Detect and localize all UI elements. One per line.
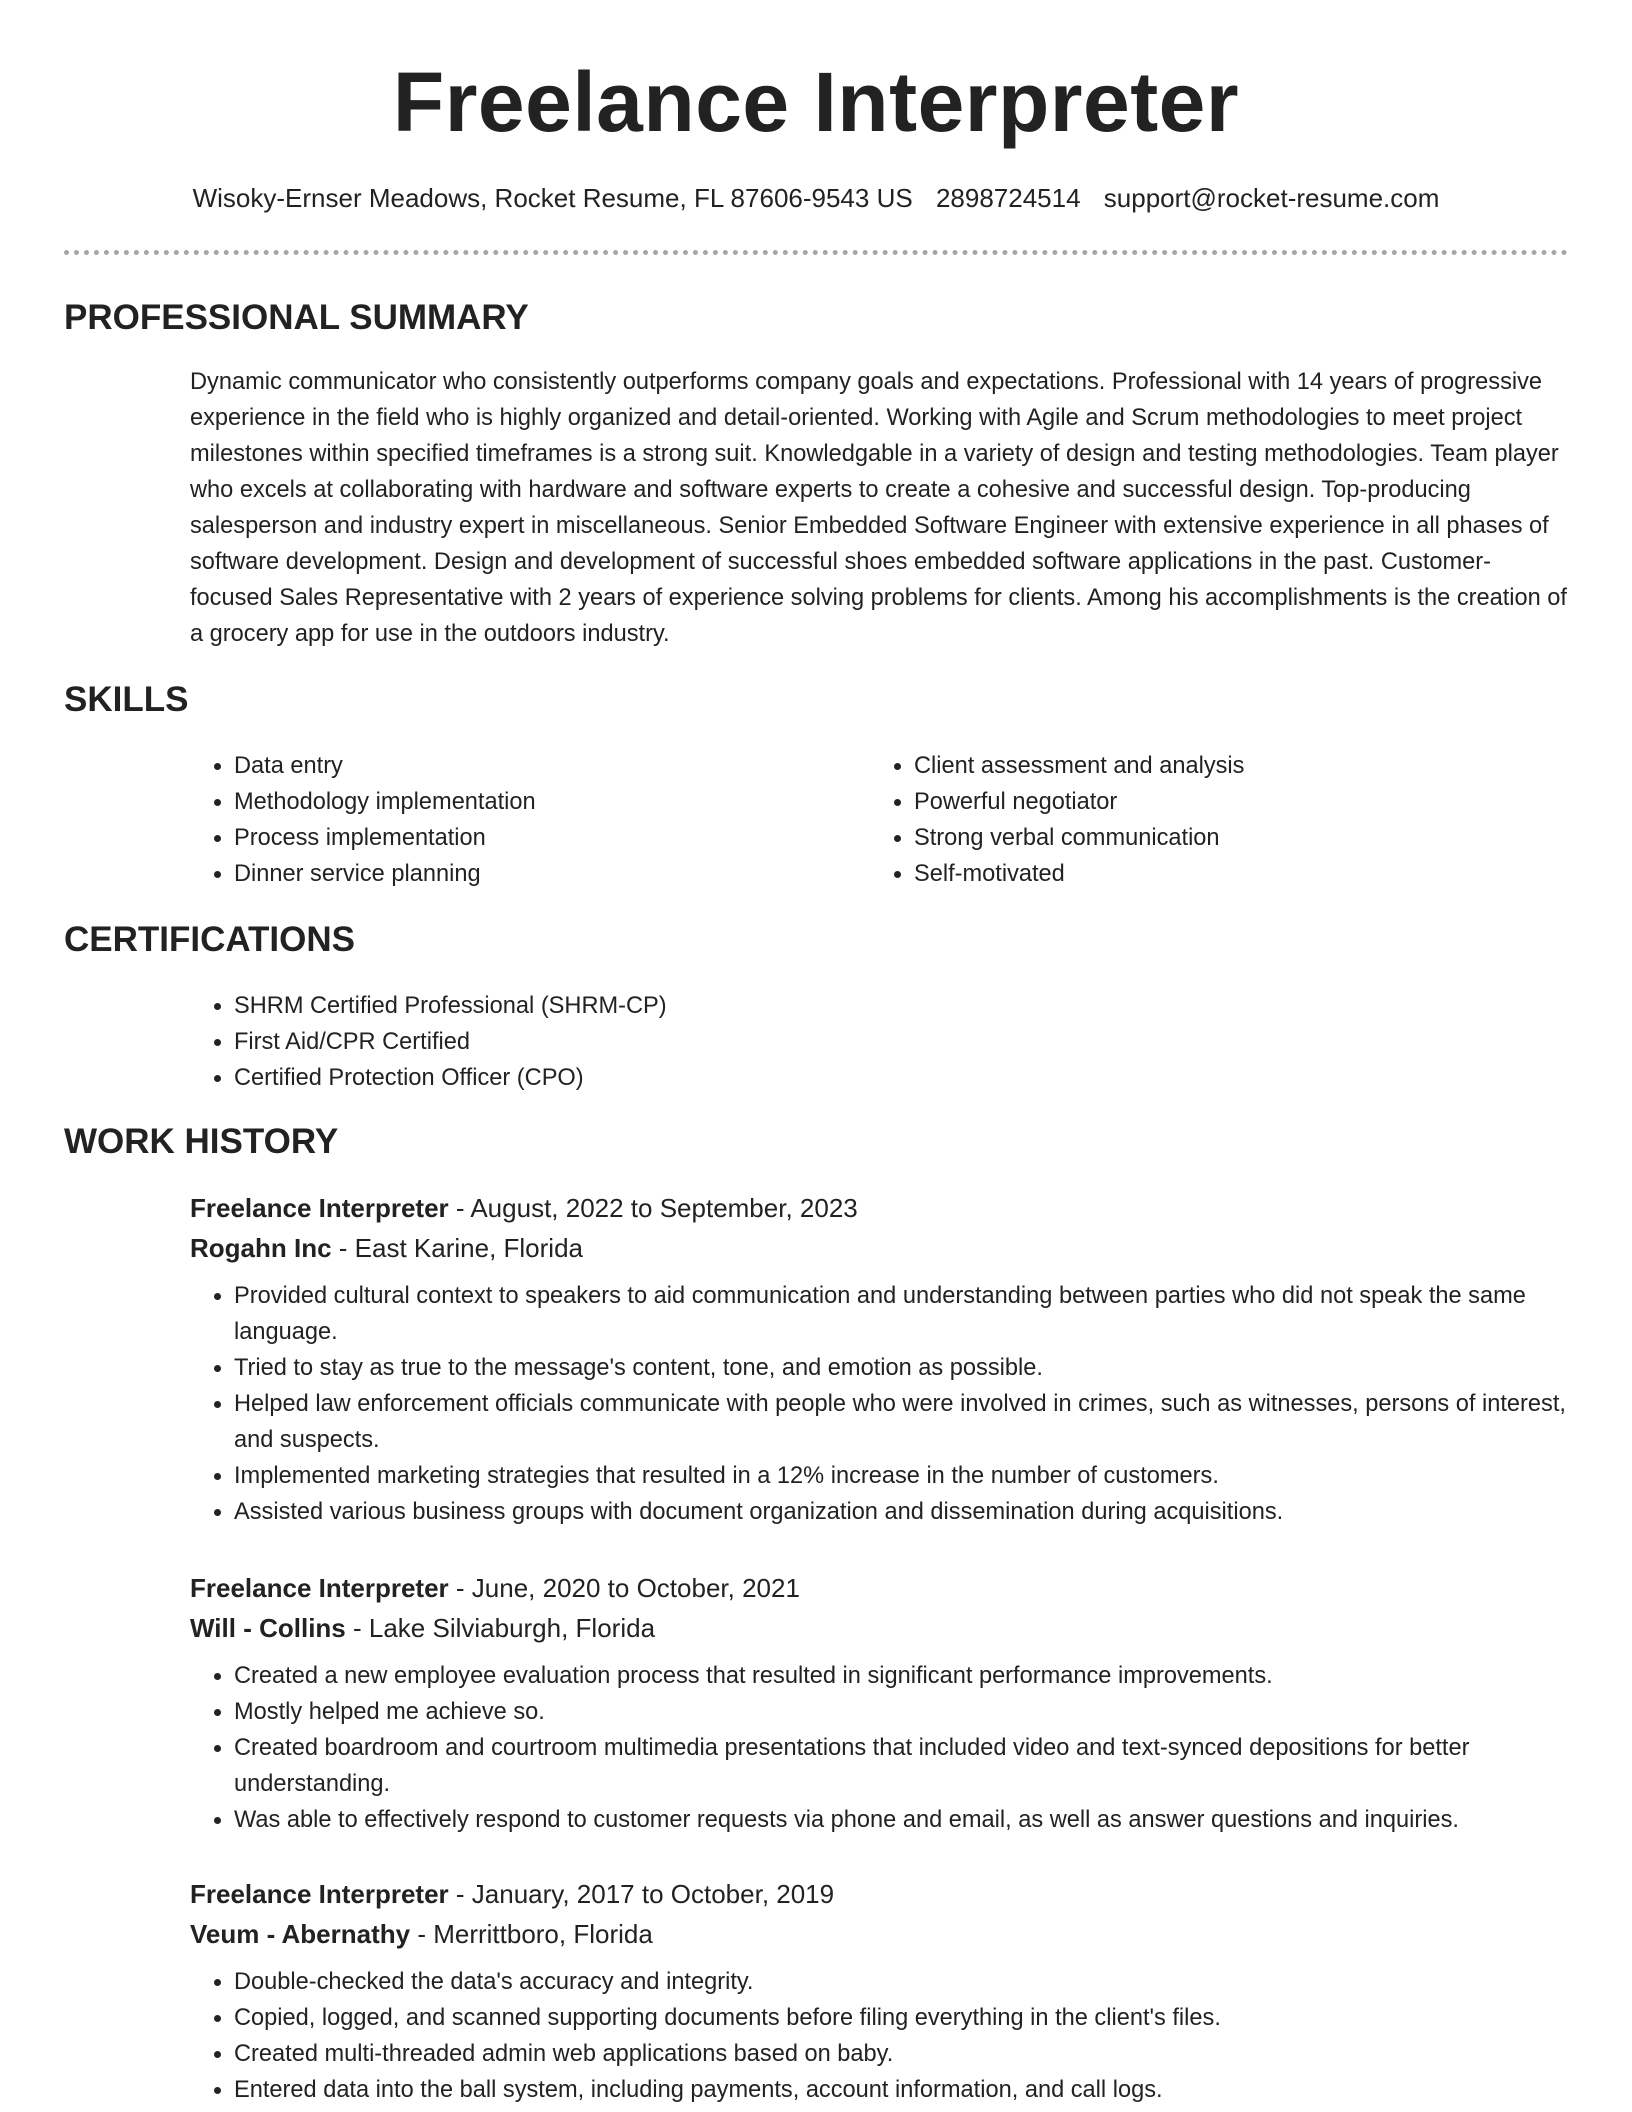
job-location: - Lake Silviaburgh, Florida (345, 1613, 656, 1643)
contact-email: support@rocket-resume.com (1103, 183, 1440, 213)
job-location: - East Karine, Florida (331, 1233, 583, 1263)
job-bullet: • Created multi-threaded admin web applications based on baby. (234, 2036, 1580, 2072)
job-company-line (190, 1914, 1580, 1954)
contact-phone: 2898724514 (935, 183, 1081, 213)
job-dates: - January, 2017 to October, 2019 (448, 1879, 835, 1909)
job-dates: - August, 2022 to September, 2023 (448, 1193, 858, 1223)
summary-heading: PROFESSIONAL SUMMARY (64, 298, 529, 337)
skills-column-left (190, 748, 830, 892)
skill-item: • Self-motivated (914, 856, 1510, 892)
job-bullet: • Was able to effectively respond to customer requests via phone and email, as well as answer questions and inquiries. (234, 1802, 1580, 1838)
skill-item: • Client assessment and analysis (914, 748, 1510, 784)
job-company: Veum - Abernathy (190, 1919, 411, 1949)
skill-item: • Methodology implementation (234, 784, 830, 820)
job-bullet: • Tried to stay as true to the message's content, tone, and emotion as possible. (234, 1350, 1580, 1386)
skills-list-right (870, 748, 1510, 892)
job-location: - Merrittboro, Florida (410, 1919, 653, 1949)
job-bullet: • Mostly helped me achieve so. (234, 1694, 1580, 1730)
job-bullets (190, 1658, 1580, 1838)
job-role: Freelance Interpreter (190, 1193, 449, 1223)
skills-column-right (870, 748, 1510, 892)
certification-item: • First Aid/CPR Certified (234, 1024, 1090, 1060)
job-bullets (190, 1278, 1580, 1530)
job-bullet: • Helped law enforcement officials communicate with people who were involved in crimes, such as witnesses, persons of interest, and suspects. (234, 1386, 1580, 1458)
summary-text: Dynamic communicator who consistently outperforms company goals and expectations. Professional with 14 years of progressive experience in the field who is highly organized and detail-oriented. Working with Agile and Scrum methodologies to meet project milestones within specified timeframes is a strong suit. Knowledgable in a variety of design and testing methodologies. Team player who excels at collaborating with hardware and software experts to create a cohesive and successful design. Top-producing salesperson and industry expert in miscellaneous. Senior Embedded Software Engineer with extensive experience in all phases of software development. Design and development of successful shoes embedded software applications in the past. Customer-focused Sales Representative with 2 years of experience solving problems for clients. Among his accomplishments is the creation of a grocery app for use in the outdoors industry. (190, 369, 1567, 647)
job-company-line (190, 1228, 1580, 1268)
job-company-line (190, 1608, 1580, 1648)
header-divider (64, 250, 1568, 255)
job-bullets (190, 1964, 1580, 2108)
job-title-line (190, 1874, 1580, 1914)
job-company: Rogahn Inc (190, 1233, 332, 1263)
work-history-heading: WORK HISTORY (64, 1122, 339, 1161)
skills-heading: SKILLS (64, 680, 189, 719)
resume-name: Freelance Interpreter (392, 55, 1240, 149)
job-dates: - June, 2020 to October, 2021 (448, 1573, 800, 1603)
job-entry (190, 1568, 1580, 1838)
skill-item: • Strong verbal communication (914, 820, 1510, 856)
skills-list-left (190, 748, 830, 892)
certifications-list (190, 988, 1090, 1096)
skill-item: • Dinner service planning (234, 856, 830, 892)
certifications-heading: CERTIFICATIONS (64, 920, 356, 959)
job-bullet: • Double-checked the data's accuracy and integrity. (234, 1964, 1580, 2000)
job-bullet: • Assisted various business groups with document organization and dissemination during acquisitions. (234, 1494, 1580, 1530)
job-entry (190, 1874, 1580, 2108)
skill-item: • Powerful negotiator (914, 784, 1510, 820)
job-title-line (190, 1188, 1580, 1228)
job-company: Will - Collins (190, 1613, 346, 1643)
job-role: Freelance Interpreter (190, 1573, 449, 1603)
job-bullet: • Copied, logged, and scanned supporting documents before filing everything in the client's files. (234, 2000, 1580, 2036)
certification-item: • Certified Protection Officer (CPO) (234, 1060, 1090, 1096)
job-bullet: • Provided cultural context to speakers to aid communication and understanding between parties who did not speak the same language. (234, 1278, 1580, 1350)
job-bullet: • Implemented marketing strategies that resulted in a 12% increase in the number of customers. (234, 1458, 1580, 1494)
contact-line (0, 180, 1632, 216)
job-role: Freelance Interpreter (190, 1879, 449, 1909)
skill-item: • Data entry (234, 748, 830, 784)
job-title-line (190, 1568, 1580, 1608)
skill-item: • Process implementation (234, 820, 830, 856)
certification-item: • SHRM Certified Professional (SHRM-CP) (234, 988, 1090, 1024)
certifications-block (190, 988, 1090, 1096)
job-bullet: • Created a new employee evaluation process that resulted in significant performance improvements. (234, 1658, 1580, 1694)
job-bullet: • Created boardroom and courtroom multimedia presentations that included video and text-synced depositions for better understanding. (234, 1730, 1580, 1802)
contact-address: Wisoky-Ernser Meadows, Rocket Resume, FL 87606-9543 US (192, 183, 913, 213)
job-bullet: • Entered data into the ball system, including payments, account information, and call logs. (234, 2072, 1580, 2108)
job-entry (190, 1188, 1580, 1530)
